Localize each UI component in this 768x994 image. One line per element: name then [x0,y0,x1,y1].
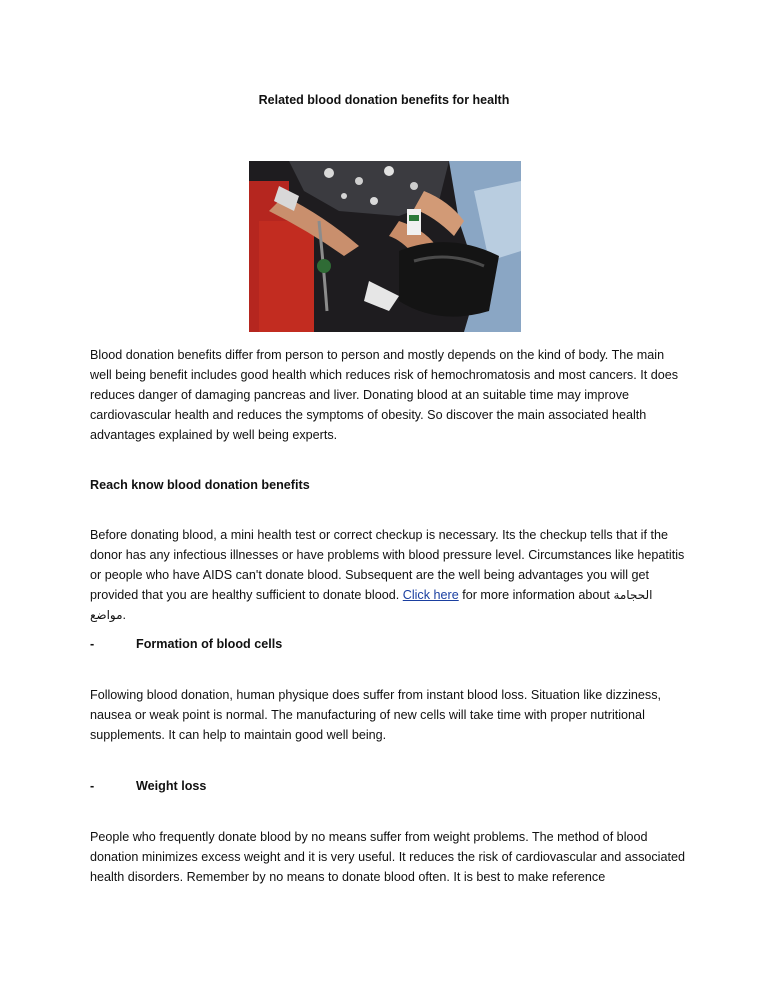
section-heading: Reach know blood donation benefits [90,478,310,492]
bullet-label: Weight loss [136,779,207,793]
arabic-text: الحجامة مواضع [90,588,653,622]
bullet-dash: - [90,637,95,651]
document-title: Related blood donation benefits for health [258,93,510,107]
section-text-after-link: for more information about [458,588,614,602]
bullet-label: Formation of blood cells [136,637,283,651]
weight-loss-paragraph: People who frequently donate blood by no means suffer from weight problems. The method of blood donation minimizes excess weight and it is very useful. It reduces the risk of cardiovascular and associated health disorders. Remember by no means to donate blood often. It is best to make reference [90,830,685,884]
section-paragraph [90,525,686,625]
blood-donation-photo [249,161,521,332]
blood-cells-paragraph: Following blood donation, human physique does suffer from instant blood loss. Situation like dizziness, nausea or weak point is normal. The manufacturing of new cells will take time with proper nutritional supplements. It can help to maintain good well being. [90,688,662,742]
arabic-suffix: . [122,608,127,622]
section-text-before-link: Before donating blood, a mini health test or correct checkup is necessary. Its the checkup tells that if the donor has any infectious illnesses or have problems with blood pressure level. Circumstances like hepatitis or people who have AIDS can't donate blood. Subsequent are the well being advantages you will get provided that you are healthy sufficient to donate blood. [90,528,685,602]
intro-paragraph: Blood donation benefits differ from person to person and mostly depends on the kind of body. The main well being benefit includes good health which reduces risk of hemochromatosis and most cancers. It does reduces danger of damaging pancreas and liver. Donating blood at an suitable time may improve cardiovascular health and reduces the symptoms of obesity. So discover the main associated health advantages explained by well being experts. [90,348,679,442]
bullet-dash: - [90,779,95,793]
bullet-heading-weight-loss [90,776,206,796]
photo-illustration [249,161,521,332]
click-here-link[interactable]: Click here [402,588,459,602]
bullet-heading-blood-cells [90,634,282,654]
